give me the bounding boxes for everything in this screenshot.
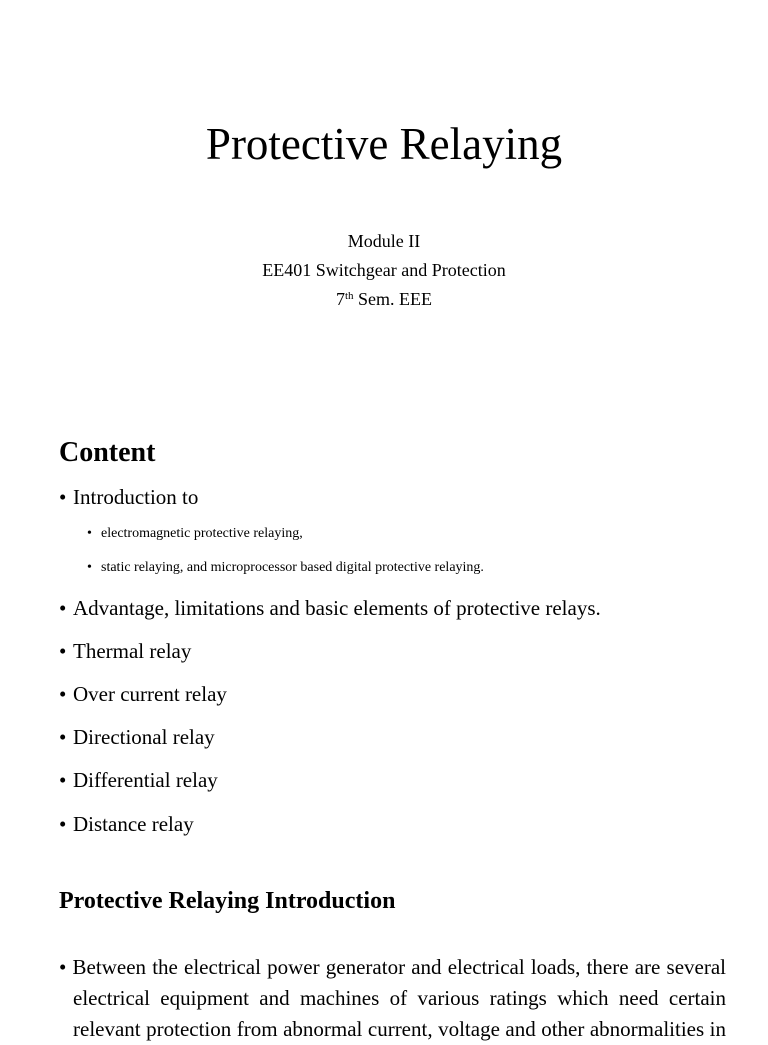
content-item-differential-relay bbox=[59, 766, 218, 794]
intro-paragraph-text: Between the electrical power generator and electrical loads, there are several bbox=[72, 955, 727, 979]
intro-heading: Protective Relaying Introduction bbox=[59, 888, 396, 914]
bullet-marker: • bbox=[59, 682, 67, 706]
semester-number: 7 bbox=[335, 289, 345, 309]
course-label: EE401 Switchgear and Protection bbox=[262, 260, 506, 280]
bullet-marker: • bbox=[59, 639, 67, 663]
bullet-marker: • bbox=[59, 596, 67, 620]
document-title: Protective Relaying bbox=[205, 119, 563, 169]
content-item-label: Over current relay bbox=[73, 682, 227, 706]
bullet-marker: • bbox=[59, 485, 67, 509]
bullet-marker: • bbox=[87, 526, 92, 541]
bullet-marker: • bbox=[87, 560, 92, 575]
content-item-label: Distance relay bbox=[73, 812, 194, 836]
content-item-introduction bbox=[59, 483, 198, 511]
bullet-marker: • bbox=[59, 955, 67, 979]
content-subitem-label: electromagnetic protective relaying, bbox=[101, 526, 303, 541]
content-item-advantages bbox=[59, 594, 601, 622]
content-heading: Content bbox=[59, 437, 156, 468]
bullet-marker: • bbox=[59, 725, 67, 749]
content-item-thermal-relay bbox=[59, 637, 191, 665]
content-subitem-electromagnetic bbox=[87, 524, 303, 544]
intro-paragraph-line bbox=[59, 952, 726, 983]
semester-text: Sem. EEE bbox=[353, 289, 433, 309]
content-item-label: Directional relay bbox=[73, 725, 215, 749]
bullet-marker: • bbox=[59, 812, 67, 836]
semester-superscript: th bbox=[344, 290, 354, 302]
content-subitem-label: static relaying, and microprocessor based digital protective relaying. bbox=[101, 560, 484, 575]
bullet-marker: • bbox=[59, 768, 67, 792]
content-item-directional-relay bbox=[59, 723, 215, 751]
content-item-distance-relay bbox=[59, 810, 194, 838]
subtitle-block bbox=[0, 227, 768, 314]
content-item-label: Advantage, limitations and basic elements of protective relays. bbox=[73, 596, 601, 620]
content-item-over-current-relay bbox=[59, 680, 227, 708]
intro-paragraph-line: relevant protection from abnormal current, voltage and other abnormalities in bbox=[73, 1017, 726, 1041]
semester-label bbox=[0, 285, 768, 314]
content-item-label: Introduction to bbox=[73, 485, 199, 509]
intro-paragraph-line: electrical equipment and machines of various ratings which need certain bbox=[73, 986, 726, 1010]
intro-paragraph bbox=[59, 952, 726, 1045]
content-subitem-static bbox=[87, 558, 484, 578]
content-item-label: Thermal relay bbox=[73, 639, 192, 663]
module-label: Module II bbox=[347, 231, 421, 251]
content-item-label: Differential relay bbox=[73, 768, 218, 792]
